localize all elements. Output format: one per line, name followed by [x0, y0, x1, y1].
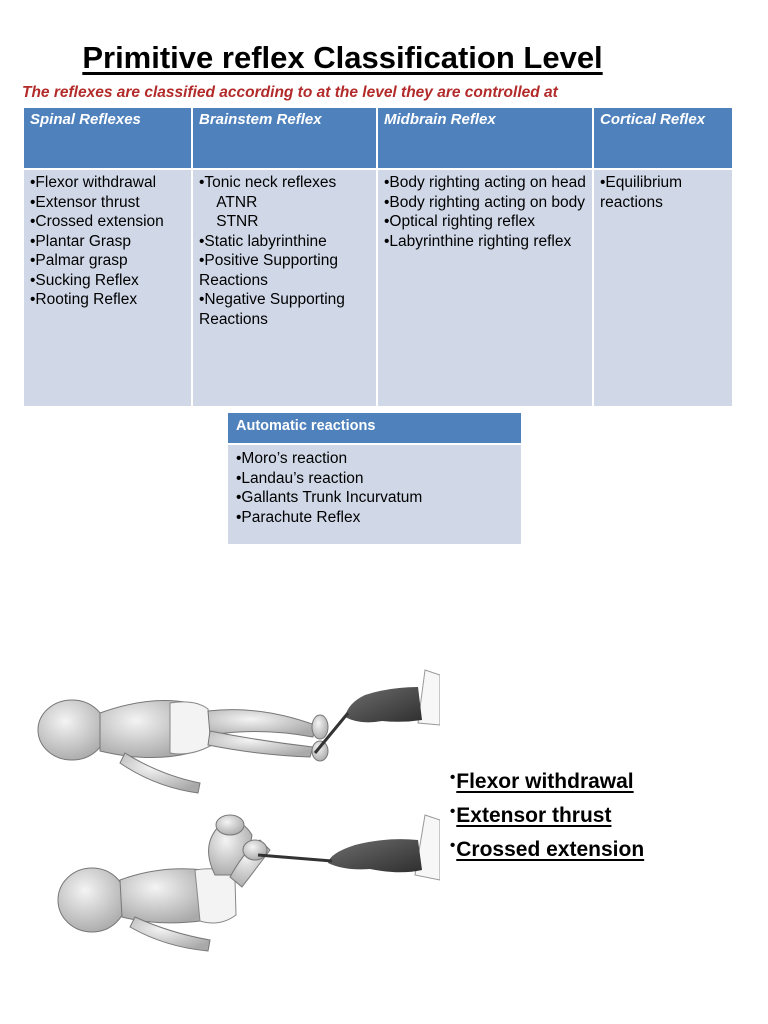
- midbrain-reflex-cell: [377, 169, 593, 406]
- list-item: •Sucking Reflex: [30, 271, 139, 289]
- automatic-reactions-header: Automatic reactions: [228, 413, 521, 445]
- list-item: •Rooting Reflex: [30, 291, 138, 308]
- infant-bottom-figure: [58, 815, 270, 951]
- list-item: •Labyrinthine righting reflex: [384, 232, 572, 250]
- header-spinal: Spinal Reflexes: [24, 108, 192, 169]
- reflex-classification-table: [24, 108, 732, 406]
- list-item: •Negative Supporting Reactions: [199, 291, 350, 328]
- examiner-hand-bottom: [258, 815, 440, 880]
- list-item: •Flexor withdrawal: [450, 769, 634, 793]
- list-item: •Landau’s reaction: [236, 469, 364, 487]
- infant-top-figure: [38, 700, 328, 793]
- bullet-icon: •: [450, 769, 456, 786]
- infant-reflex-illustration: [30, 665, 440, 985]
- header-midbrain: Midbrain Reflex: [377, 108, 593, 169]
- header-brainstem: Brainstem Reflex: [192, 108, 377, 169]
- list-item: •Parachute Reflex: [236, 508, 361, 526]
- list-item: •Tonic neck reflexes: [199, 174, 337, 191]
- list-item: •Gallants Trunk Incurvatum: [236, 489, 423, 506]
- examiner-hand-top: [315, 670, 440, 753]
- table-row: [24, 169, 732, 406]
- table-header-row: [24, 108, 732, 169]
- bullet-icon: •: [450, 837, 456, 854]
- list-item: •Palmar grasp: [30, 252, 128, 269]
- list-item: •Crossed extension: [450, 837, 645, 861]
- automatic-reactions-list: [228, 445, 521, 544]
- list-item: •Flexor withdrawal: [30, 174, 157, 191]
- list-item: •Plantar Grasp: [30, 232, 132, 250]
- list-item: •Optical righting reflex: [384, 213, 536, 230]
- list-item: STNR: [199, 213, 259, 230]
- header-cortical: Cortical Reflex: [593, 108, 732, 169]
- list-item: ATNR: [199, 193, 258, 211]
- list-item: •Equilibrium reactions: [600, 174, 687, 211]
- highlighted-reflex-list: [450, 763, 644, 865]
- list-item: •Moro’s reaction: [236, 450, 348, 467]
- list-item: •Extensor thrust: [450, 803, 612, 827]
- page-subtitle: The reflexes are classified according to at the level they are controlled at: [22, 84, 558, 101]
- automatic-reactions-box: [228, 413, 521, 544]
- cortical-reflex-cell: [593, 169, 732, 406]
- brainstem-reflex-cell: [192, 169, 377, 406]
- list-item: •Body righting acting on body: [384, 193, 586, 211]
- list-item: •Body righting acting on head: [384, 174, 586, 191]
- list-item: •Extensor thrust: [30, 193, 140, 211]
- bullet-icon: •: [450, 803, 456, 820]
- page-title: Primitive reflex Classification Level: [82, 40, 603, 75]
- list-item: •Static labyrinthine: [199, 232, 327, 250]
- list-item: •Crossed extension: [30, 213, 164, 230]
- spinal-reflexes-cell: [24, 169, 192, 406]
- list-item: •Positive Supporting Reactions: [199, 252, 343, 289]
